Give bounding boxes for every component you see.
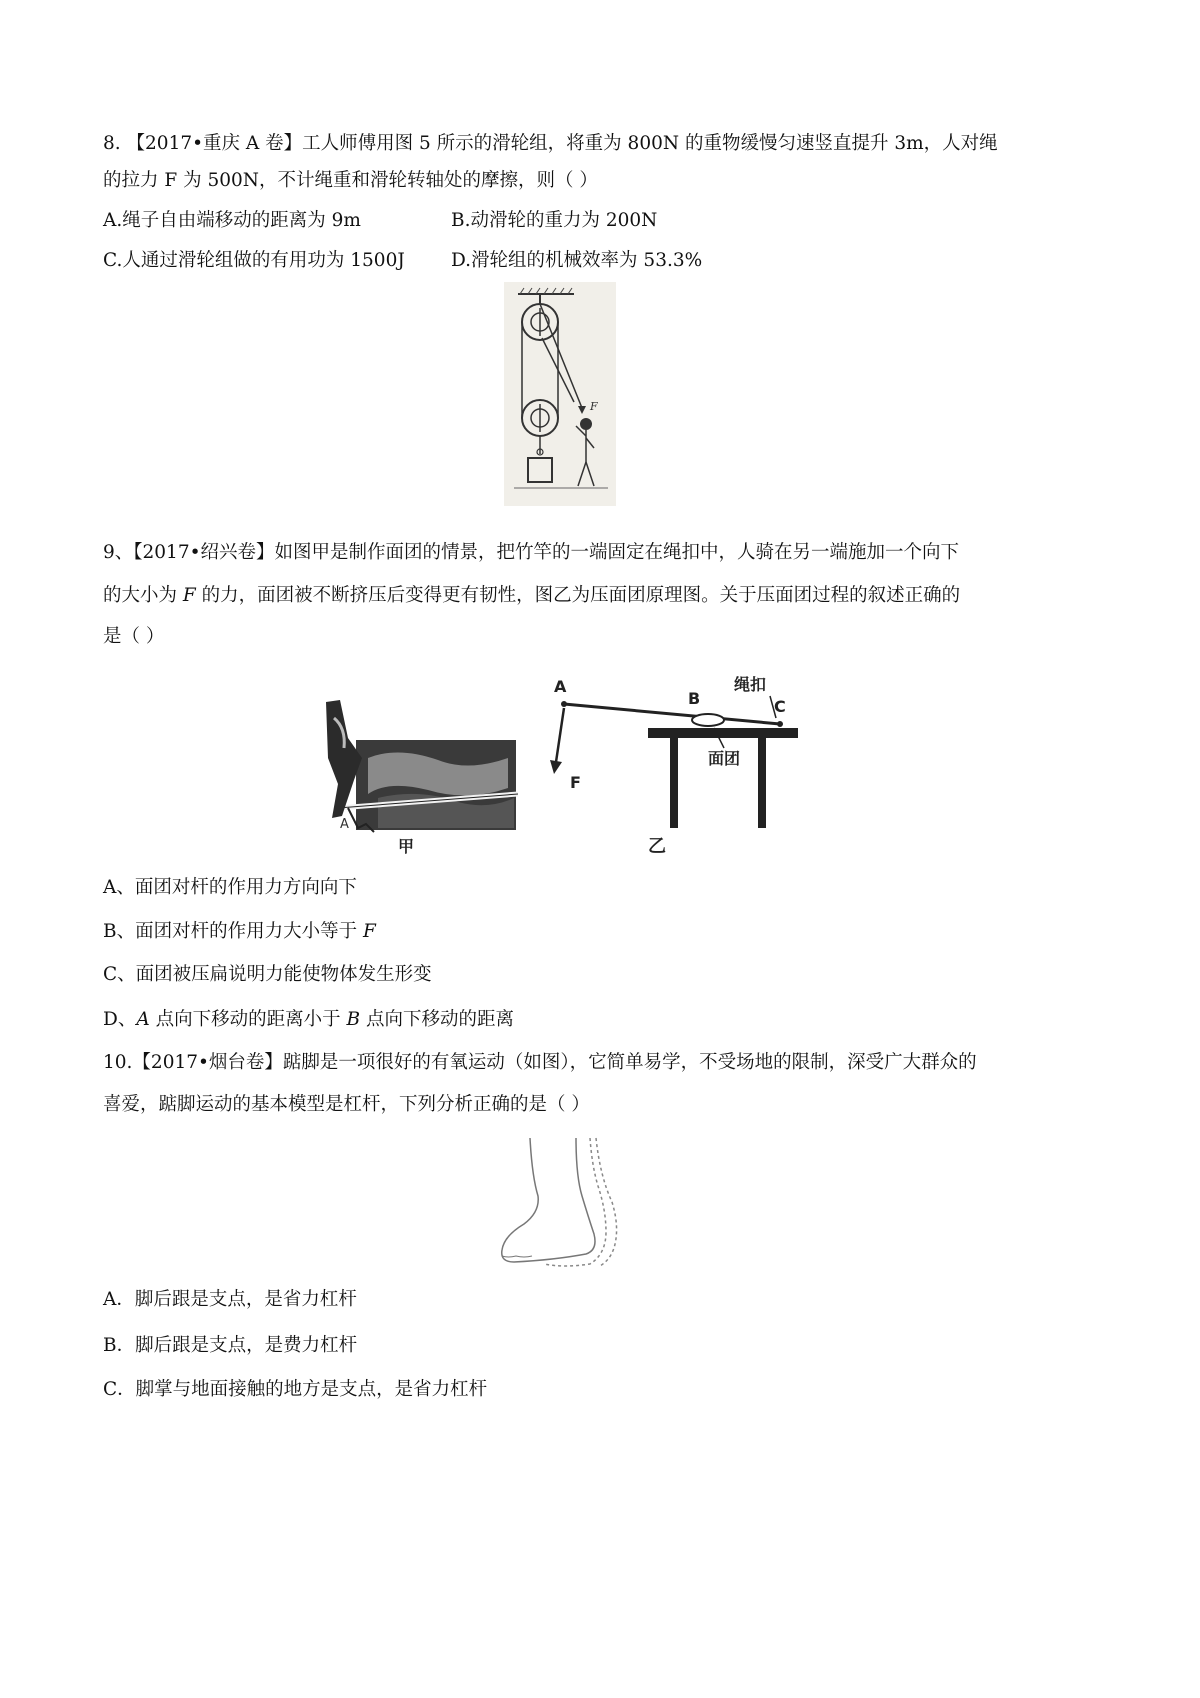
lever-point-c-label: C xyxy=(774,697,786,716)
q9-option-c: C、面团被压扁说明力能使物体发生形变 xyxy=(103,964,432,985)
q9-option-d-post: 点向下移动的距离 xyxy=(360,1009,514,1030)
lever-principle-diagram xyxy=(548,668,808,858)
lever-force-label: F xyxy=(570,773,581,792)
figure-jia-label: 甲 xyxy=(398,837,415,856)
q9-stem-line1: 9、【2017•绍兴卷】如图甲是制作面团的情景，把竹竿的一端固定在绳扣中，人骑在另一端施加一个向下 xyxy=(103,542,960,563)
rope-buckle-label: 绳扣 xyxy=(734,675,767,694)
tiptoe-foot-figure xyxy=(494,1136,630,1272)
q9-stem-line2-pre: 的大小为 xyxy=(103,585,183,606)
q9-option-b xyxy=(103,919,376,945)
pulley-system-figure xyxy=(504,282,616,506)
q9-stem-line2 xyxy=(103,583,960,609)
q9-option-b-text: B、面团对杆的作用力大小等于 xyxy=(103,921,363,942)
lever-point-a-label: A xyxy=(554,677,567,696)
q9-option-a: A、面团对杆的作用力方向向下 xyxy=(103,877,357,898)
dough-label: 面团 xyxy=(708,749,741,768)
q9-option-d-prefix: D、 xyxy=(103,1009,137,1030)
q10-stem-line1: 10.【2017•烟台卷】踮脚是一项很好的有氧运动（如图），它简单易学，不受场地的限制，深受广大群众的 xyxy=(103,1052,977,1073)
figure-yi-label: 乙 xyxy=(648,836,666,857)
dough-photo-label-a: A xyxy=(340,817,349,832)
q9-stem-line2-post: 的力，面团被不断挤压后变得更有韧性，图乙为压面团原理图。关于压面团过程的叙述正确的 xyxy=(195,585,961,606)
q10-option-b: B．脚后跟是支点，是费力杠杆 xyxy=(103,1335,358,1356)
q9-option-d-var-a: A xyxy=(136,1009,150,1030)
dough-pressing-photo xyxy=(318,698,528,858)
q9-stem-line3: 是（ ） xyxy=(103,626,165,647)
q9-option-b-var: F xyxy=(362,921,376,942)
q8-option-d: D.滑轮组的机械效率为 53.3% xyxy=(451,250,703,271)
q9-option-d-mid: 点向下移动的距离小于 xyxy=(149,1009,347,1030)
q10-option-a: A．脚后跟是支点，是省力杠杆 xyxy=(103,1289,357,1310)
q10-option-c: C．脚掌与地面接触的地方是支点，是省力杠杆 xyxy=(103,1379,488,1400)
q8-stem-line2: 的拉力 F 为 500N，不计绳重和滑轮转轴处的摩擦，则（ ） xyxy=(103,170,598,191)
pulley-force-label: F xyxy=(590,400,598,413)
q10-stem-line2: 喜爱，踮脚运动的基本模型是杠杆，下列分析正确的是（ ） xyxy=(103,1094,590,1115)
q9-option-d-var-b: B xyxy=(346,1009,361,1030)
q8-option-c: C.人通过滑轮组做的有用功为 1500J xyxy=(103,250,405,271)
q9-stem-force-var: F xyxy=(182,585,196,606)
lever-point-b-label: B xyxy=(688,689,701,708)
q8-stem-line1: 8. 【2017•重庆 A 卷】工人师傅用图 5 所示的滑轮组，将重为 800N 的重物缓慢匀速竖直提升 3m，人对绳 xyxy=(103,133,998,154)
q9-option-d xyxy=(103,1007,514,1033)
q8-option-a: A.绳子自由端移动的距离为 9m xyxy=(103,210,361,231)
q8-option-b: B.动滑轮的重力为 200N xyxy=(451,210,658,231)
